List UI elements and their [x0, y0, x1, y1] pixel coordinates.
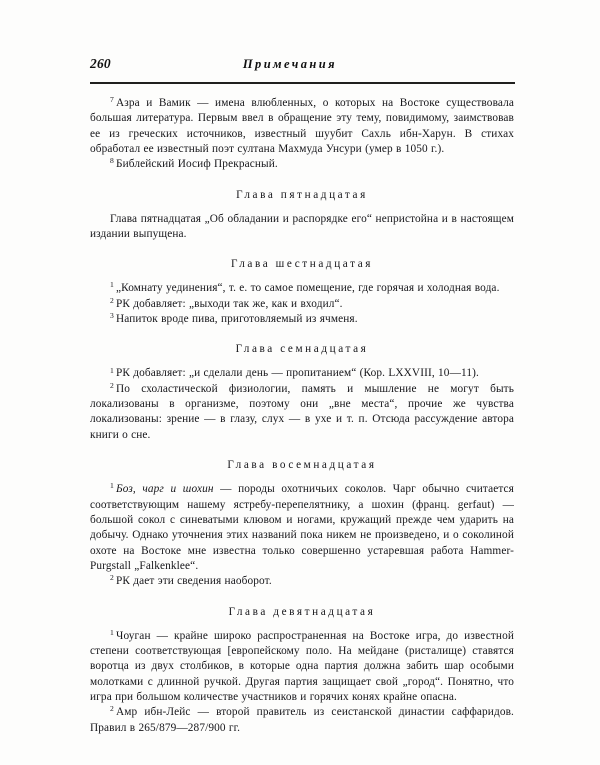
footnote-text: РК дает эти сведения наоборот. — [115, 575, 272, 588]
footnote-paragraph — [90, 705, 514, 736]
footnote-text: Чоуган — крайне широко распространенная на Востоке игра, до известной степени соответствующая [европейскому поло. На мейдане (ристалище) ставятся воротца из двух столбиков, в которые одна партия должна забить шар особыми молотками с длинной ручкой. Другая партия защищает свой „город“. Понятно, что игра при большом количестве участников и горячих конях крайне опасна. — [90, 629, 514, 703]
footnote-paragraph — [90, 629, 514, 706]
page-number: 260 — [90, 56, 111, 71]
chapter-heading: Глава пятнадцатая — [236, 188, 368, 201]
vertical-spacer — [90, 618, 514, 629]
footnote-text: „Комнату уединения“, т. е. то самое помещение, где горячая и холодная вода. — [115, 282, 500, 295]
footnote-marker: 2 — [110, 704, 114, 714]
footnote-paragraph — [90, 297, 514, 312]
running-title: Примечания — [242, 57, 337, 71]
footnote-marker: 1 — [110, 365, 114, 375]
running-head — [90, 56, 515, 78]
vertical-spacer — [90, 355, 514, 366]
footnote-paragraph — [90, 382, 514, 443]
chapter-heading: Глава девятнадцатая — [228, 605, 376, 618]
vertical-spacer — [90, 590, 514, 606]
footnote-paragraph — [90, 574, 514, 589]
footnote-marker: 7 — [110, 95, 114, 105]
vertical-spacer — [90, 327, 514, 343]
footnote-text: Библейский Иосиф Прекрасный. — [115, 158, 278, 171]
vertical-spacer — [90, 443, 514, 459]
footnote-text: РК добавляет: „выходи так же, как и входил“. — [115, 297, 343, 310]
footnote-marker: 2 — [110, 573, 114, 583]
vertical-spacer — [90, 242, 514, 258]
footnote-marker: 1 — [110, 627, 114, 637]
footnote-marker: 2 — [110, 380, 114, 390]
chapter-heading: Глава восемнадцатая — [227, 459, 377, 472]
footnote-paragraph — [90, 96, 514, 157]
footnote-text: — породы охотничьих соколов. Чарг обычно считается соответствующим нашему ястребу-перепелятнику, а шохин (франц. gerfaut) — большой сокол с синеватыми клювом и ногами, кружащий прежде чем ударить на добычу. Однако уточнения этих названий пока никем не произведено, и о соколиной охоте на Востоке мне известна только совершенно устаревшая работа Hammer-Purgstall „Falkenklee“. — [90, 483, 514, 572]
footnote-paragraph — [90, 281, 514, 296]
footnote-text: Амр ибн-Лейс — второй правитель из сеистанской династии саффаридов. Правил в 265/879—287/900 гг. — [90, 706, 514, 734]
chapter-heading: Глава семнадцатая — [235, 343, 369, 356]
vertical-spacer — [90, 173, 514, 189]
chapter-heading: Глава шестнадцатая — [230, 258, 374, 271]
footnote-paragraph — [90, 482, 514, 574]
footnote-paragraph — [90, 157, 514, 172]
header-rule — [90, 82, 515, 84]
footnote-text: По схоластической физиологии, память и мышление не могут быть локализованы в организме, поэтому они „вне места“, прочие же чувства локализованы: зрение — в глазу, слух — в ухе и т. п. Отсюда рассуждение автора книги о сне. — [90, 382, 514, 441]
footnote-paragraph — [90, 312, 514, 327]
body-text-block — [90, 96, 514, 736]
vertical-spacer — [90, 201, 514, 212]
body-paragraph — [90, 212, 514, 243]
paragraph-text: Глава пятнадцатая „Об обладании и распорядке его“ непристойна и в настоящем издании выпущена. — [90, 212, 514, 241]
footnote-marker: 2 — [110, 295, 114, 305]
footnote-paragraph — [90, 366, 514, 381]
footnote-text: Азра и Вамик — имена влюбленных, о которых на Востоке существовала большая литература. Первым ввел в обращение эту тему, повидимому, заимствовав ее из греческих источников, известный шуубит Сахль ибн-Харун. В стихах обработал ее известный поэт султана Махмуда Унсури (умер в 1050 г.). — [90, 97, 514, 156]
footnote-text: РК добавляет: „и сделали день — пропитанием“ (Кор. LXXVIII, 10—11). — [115, 367, 479, 380]
footnote-text: Напиток вроде пива, приготовляемый из ячменя. — [115, 313, 358, 326]
footnote-marker: 8 — [110, 156, 114, 166]
footnote-marker: 1 — [110, 280, 114, 290]
footnote-marker: 1 — [110, 481, 114, 491]
term-italic: Боз, чарг и шохин — [115, 483, 214, 496]
footnote-marker: 3 — [110, 311, 114, 321]
vertical-spacer — [90, 471, 514, 482]
vertical-spacer — [90, 270, 514, 281]
